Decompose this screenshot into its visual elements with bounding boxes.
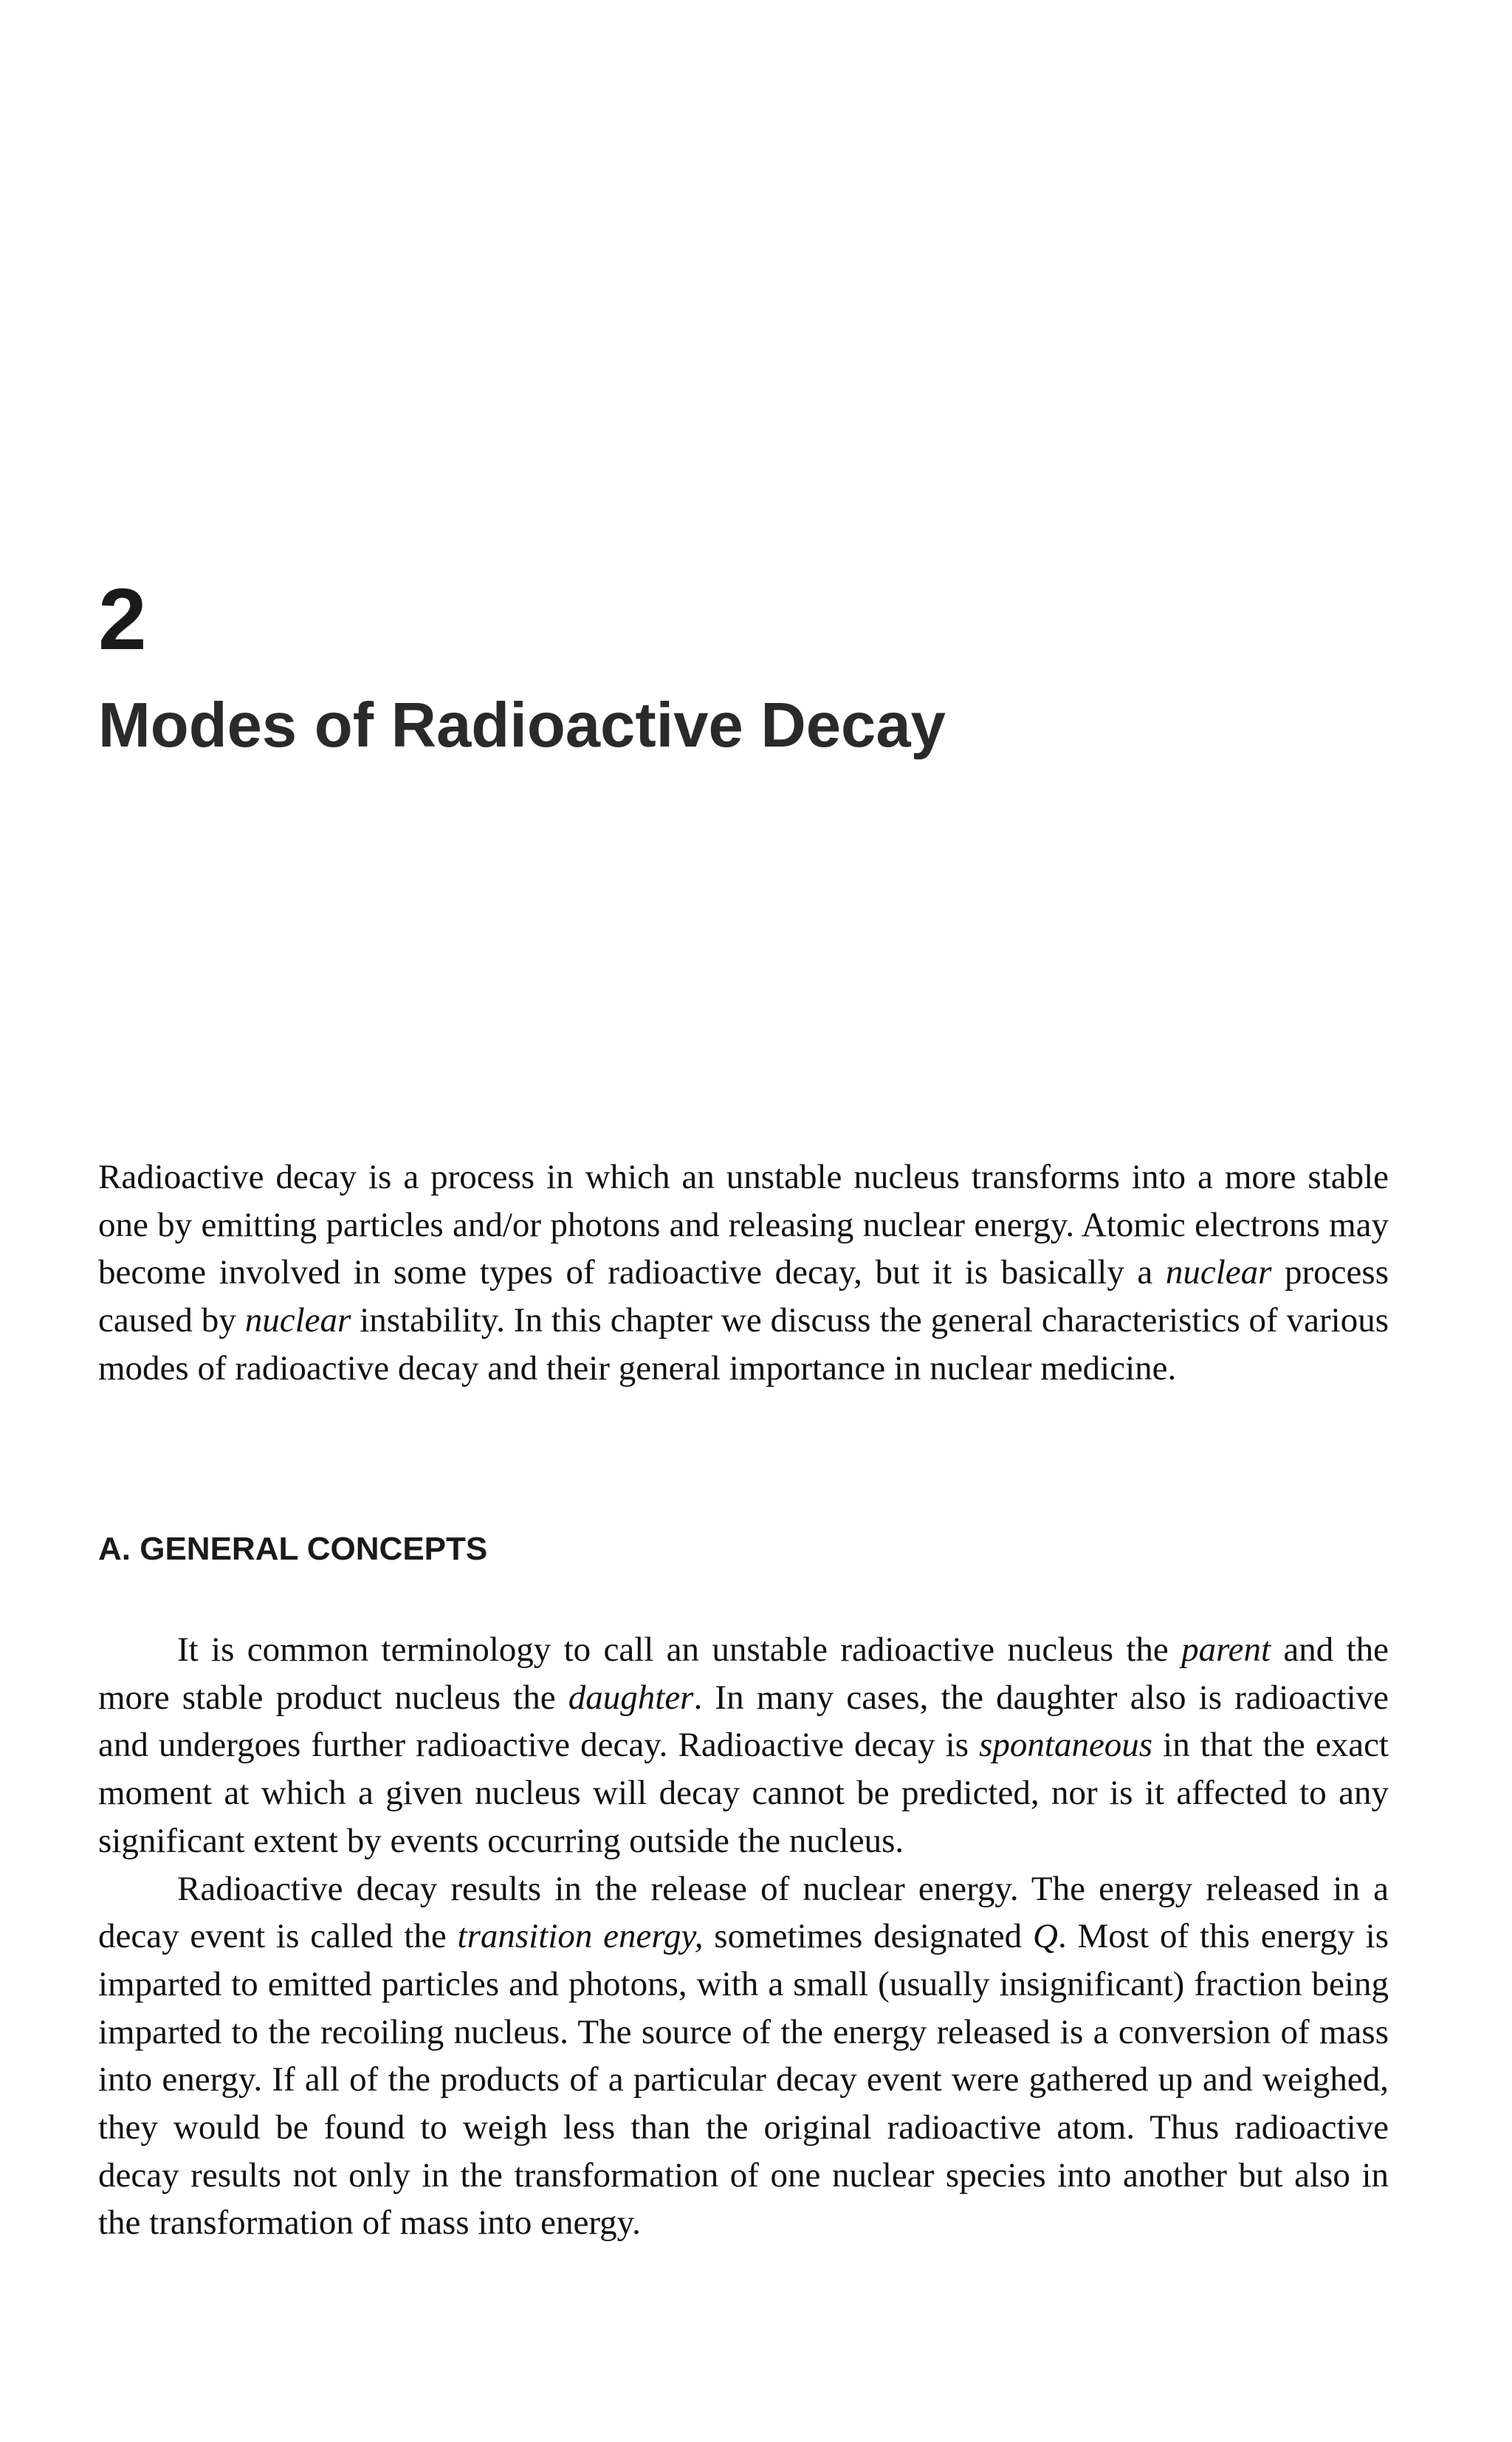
paragraph-transition-energy bbox=[98, 1865, 1389, 2248]
emphasis-parent: parent bbox=[1181, 1630, 1271, 1669]
paragraph-text: It is common terminology to call an unstable radioactive nucleus the bbox=[177, 1630, 1182, 1669]
paragraph-text: Radioactive decay results in the release of nuclear energy. The energy released in a decay event is called the bbox=[98, 1869, 1389, 1956]
emphasis-transition-energy: transition energy, bbox=[457, 1917, 704, 1956]
paragraph-text: sometimes designated bbox=[703, 1917, 1034, 1956]
emphasis-daughter: daughter bbox=[568, 1678, 694, 1717]
intro-emphasis-nuclear-1: nuclear bbox=[1165, 1253, 1272, 1292]
section-heading-general-concepts: A. GENERAL CONCEPTS bbox=[98, 1531, 488, 1567]
book-page bbox=[98, 0, 1389, 2442]
intro-paragraph bbox=[98, 1153, 1389, 1393]
paragraph-text: and the more stable product nucleus the bbox=[98, 1630, 1389, 1717]
emphasis-q: Q bbox=[1033, 1917, 1058, 1956]
emphasis-spontaneous: spontaneous bbox=[979, 1726, 1153, 1765]
paragraph-text: . In many cases, the daughter also is radioactive and undergoes further radioactive decay. Radioactive decay is bbox=[98, 1678, 1389, 1765]
intro-text: Radioactive decay is a process in which an unstable nucleus transforms into a more stable one by emitting particles and/or photons and releasing nuclear energy. Atomic electrons may become involved in some types of radioactive decay, but it is basically a bbox=[98, 1158, 1389, 1292]
paragraph-text: . Most of this energy is imparted to emitted particles and photons, with a small (usually insignificant) fraction being imparted to the recoiling nucleus. The source of the energy released is a conversion of mass into energy. If all of the products of a particular decay event were gathered up and weighed, they would be found to weigh less than the original radioactive atom. Thus radioactive decay results not only in the transformation of one nuclear species into another but also in the transformation of mass into energy. bbox=[98, 1917, 1389, 2243]
intro-emphasis-nuclear-2: nuclear bbox=[244, 1301, 351, 1340]
chapter-title: Modes of Radioactive Decay bbox=[98, 690, 946, 761]
chapter-number: 2 bbox=[98, 571, 147, 668]
section-body bbox=[98, 1626, 1389, 2247]
intro-text: instability. In this chapter we discuss the general characteristics of various modes of radioactive decay and their general importance in nuclear medicine. bbox=[98, 1301, 1389, 1388]
paragraph-parent-daughter bbox=[98, 1626, 1389, 1865]
paragraph-text: in that the exact moment at which a given nucleus will decay cannot be predicted, nor is it affected to any significant extent by events occurring outside the nucleus. bbox=[98, 1726, 1389, 1860]
intro-text: process caused by bbox=[98, 1253, 1389, 1340]
